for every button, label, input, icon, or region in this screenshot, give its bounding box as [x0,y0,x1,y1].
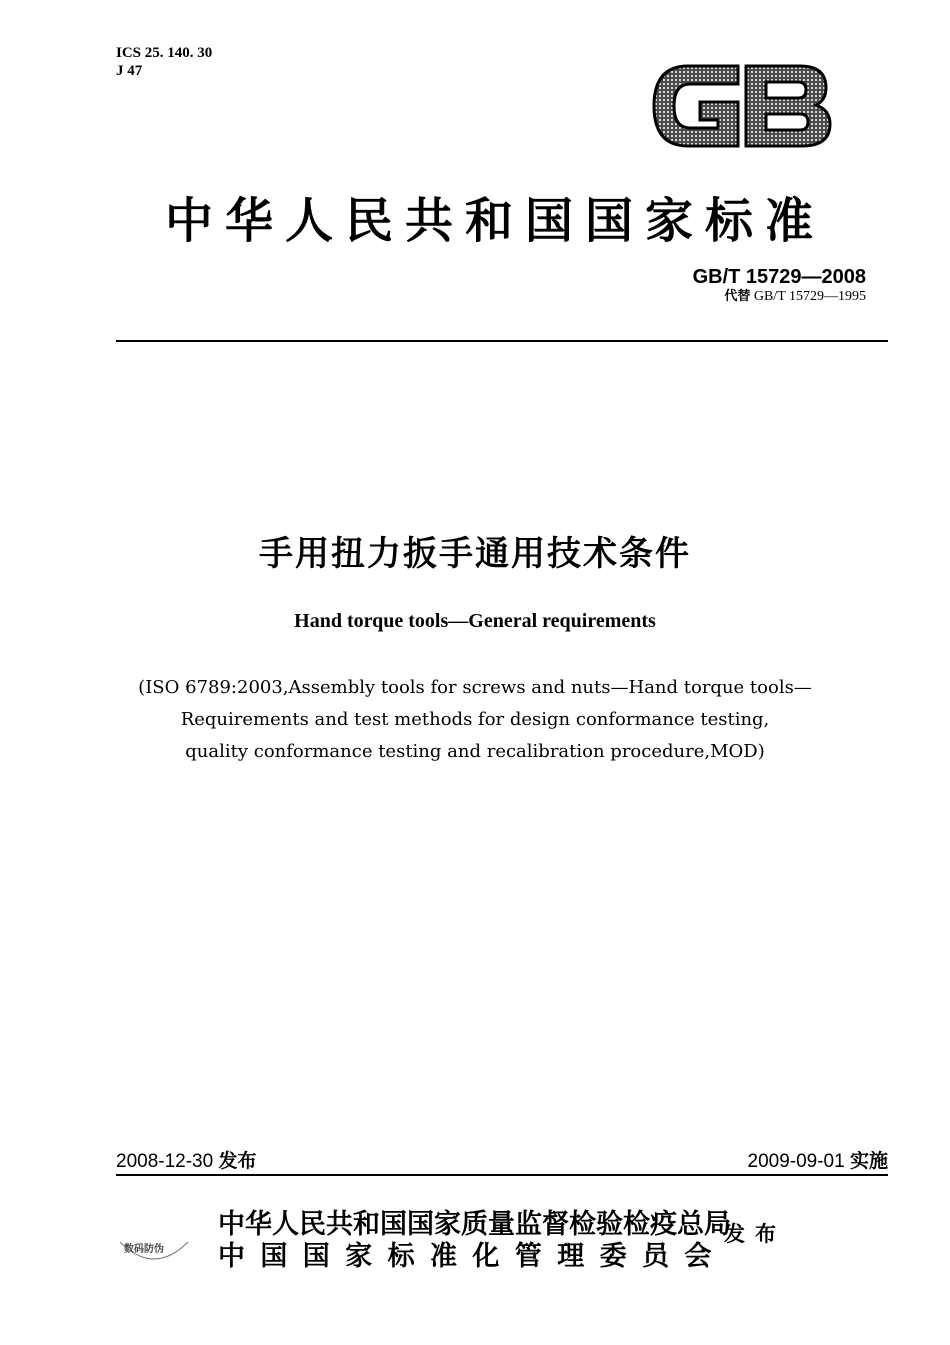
replaces-label: 代替 [724,289,751,304]
replaced-standard: GB/T 15729—1995 [753,289,866,304]
ics-code [116,44,212,80]
implementation-label: 实施 [849,1150,888,1172]
issue-label: 发布 [218,1150,257,1172]
iso-line-3: quality conformance testing and recalibration procedure,MOD) [185,741,765,762]
issuer-sac: 中 国 国 家 标 准 化 管 理 委 员 会 [218,1241,715,1272]
issue-date: 2008-12-30 [116,1151,214,1172]
anti-counterfeit-text: 数码防伪 [124,1244,164,1255]
implementation-date: 2009-09-01 [747,1151,845,1172]
standard-number: GB/T 15729—2008 [692,266,866,288]
iso-line-2: Requirements and test methods for design conformance testing, [180,709,770,730]
implementation-date-block [748,1146,889,1173]
issue-date-block [116,1146,257,1173]
national-standard-title: 中华人民共和国国家标准 [164,193,825,249]
document-title-zh: 手用扭力扳手通用技术条件 [259,534,691,574]
ics-number: ICS 25. 140. 30 [116,45,213,61]
document-title-en: Hand torque tools—General requirements [294,610,656,632]
publish-label: 发布 [724,1222,786,1246]
standard-number-block [693,266,866,305]
header-divider [116,340,888,342]
issuer-aqsiq: 中华人民共和国国家质量监督检验检疫总局 [218,1209,731,1240]
footer-divider [116,1174,888,1176]
gb-logo-icon [650,58,834,154]
iso-reference [0,672,950,768]
ccs-number: J 47 [116,63,143,79]
replaces-line [693,288,866,305]
iso-line-1: (ISO 6789:2003,Assembly tools for screws and nuts—Hand torque tools— [138,677,812,698]
